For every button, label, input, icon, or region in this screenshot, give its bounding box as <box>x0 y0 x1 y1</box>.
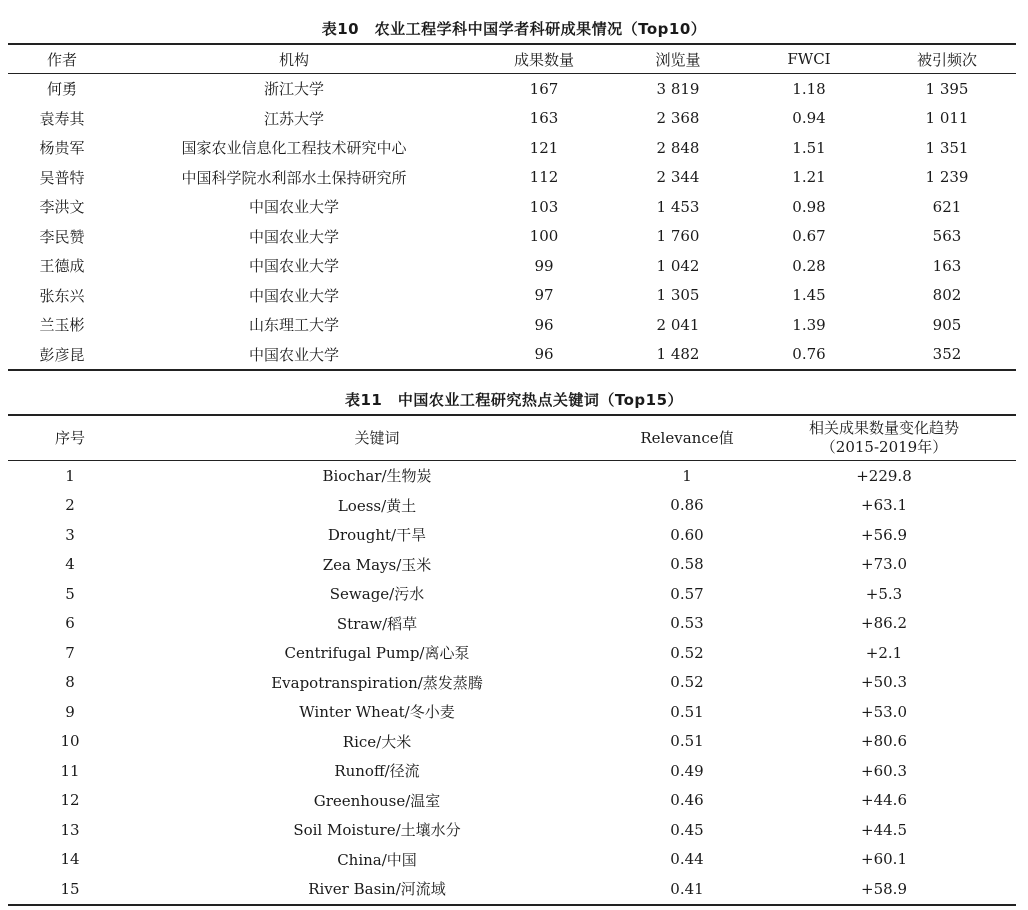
cell-relevance: 0.57 <box>670 584 704 603</box>
header-fwci: FWCI <box>740 44 878 74</box>
cell-author: 吴普特 <box>39 168 85 187</box>
cell-relevance: 0.41 <box>622 874 752 905</box>
table-row <box>8 668 1016 698</box>
table-row <box>8 520 1016 550</box>
table-row <box>8 638 1016 668</box>
cell-views: 3 819 <box>656 79 700 98</box>
cell-output-count: 112 <box>529 168 559 187</box>
cell-output-count: 103 <box>529 197 559 216</box>
cell-trend: +50.3 <box>861 673 907 692</box>
table-row <box>8 845 1016 875</box>
table11-header-row <box>8 415 1016 461</box>
header-trend <box>752 415 1016 461</box>
table-row <box>8 192 1016 222</box>
cell-keyword: China/中国 <box>337 850 417 869</box>
table-row <box>8 756 1016 786</box>
cell-trend: +53.0 <box>861 702 907 721</box>
header-trend-line2: （2015-2019年） <box>820 438 948 456</box>
cell-trend: +73.0 <box>861 555 907 574</box>
table-row <box>8 163 1016 193</box>
cell-trend: +56.9 <box>861 525 907 544</box>
header-keyword: 关键词 <box>132 415 622 461</box>
cell-relevance: 0.51 <box>670 702 704 721</box>
cell-author: 张东兴 <box>39 286 85 305</box>
cell-index: 9 <box>65 702 75 721</box>
cell-trend: +5.3 <box>865 584 903 603</box>
cell-output-count: 121 <box>529 138 559 157</box>
cell-trend: +86.2 <box>861 614 907 633</box>
table-row <box>8 340 1016 371</box>
cell-keyword: Soil Moisture/土壤水分 <box>293 821 461 840</box>
cell-institution: 中国农业大学 <box>116 340 472 371</box>
table-row <box>8 579 1016 609</box>
cell-fwci: 0.67 <box>792 227 826 246</box>
cell-views: 2 041 <box>656 315 700 334</box>
cell-relevance: 0.49 <box>670 761 704 780</box>
table-row <box>8 461 1016 491</box>
cell-citations: 563 <box>932 227 962 246</box>
cell-institution: 浙江大学 <box>263 80 324 99</box>
table-row <box>8 281 1016 311</box>
cell-output-count: 97 <box>534 286 554 305</box>
cell-index: 10 <box>60 732 80 751</box>
table-row <box>8 74 1016 104</box>
cell-author: 兰玉彬 <box>39 316 85 335</box>
cell-relevance: 0.53 <box>670 614 704 633</box>
cell-output-count: 96 <box>472 340 616 371</box>
header-institution: 机构 <box>116 44 472 74</box>
cell-output-count: 96 <box>534 315 554 334</box>
cell-index: 13 <box>60 820 80 839</box>
cell-fwci: 0.94 <box>792 109 826 128</box>
cell-fwci: 1.45 <box>792 286 826 305</box>
cell-output-count: 100 <box>529 227 559 246</box>
cell-index: 12 <box>60 791 80 810</box>
cell-output-count: 163 <box>529 109 559 128</box>
cell-author: 王德成 <box>39 257 85 276</box>
cell-relevance: 0.51 <box>670 732 704 751</box>
cell-fwci: 0.98 <box>792 197 826 216</box>
cell-trend: +44.6 <box>861 791 907 810</box>
cell-author: 李洪文 <box>39 198 85 217</box>
cell-citations: 1 011 <box>925 109 969 128</box>
cell-views: 2 848 <box>656 138 700 157</box>
table-row <box>8 874 1016 905</box>
cell-index: 15 <box>8 874 132 905</box>
cell-institution: 中国农业大学 <box>248 257 339 276</box>
cell-keyword: Winter Wheat/冬小麦 <box>299 703 455 722</box>
table-row <box>8 786 1016 816</box>
cell-views: 2 368 <box>656 109 700 128</box>
cell-relevance: 0.52 <box>670 643 704 662</box>
cell-keyword: Drought/干旱 <box>327 526 427 545</box>
cell-keyword: Straw/稻草 <box>336 614 418 633</box>
cell-views: 2 344 <box>656 168 700 187</box>
header-citations: 被引频次 <box>878 44 1016 74</box>
cell-relevance: 1 <box>682 466 692 485</box>
cell-trend: +63.1 <box>861 496 907 515</box>
cell-relevance: 0.52 <box>670 673 704 692</box>
cell-trend: +60.3 <box>861 761 907 780</box>
cell-author: 李民赞 <box>39 227 85 246</box>
table-row <box>8 727 1016 757</box>
cell-trend: +80.6 <box>861 732 907 751</box>
cell-trend: +2.1 <box>865 643 903 662</box>
cell-index: 8 <box>65 673 75 692</box>
cell-index: 4 <box>65 555 75 574</box>
cell-keyword: Centrifugal Pump/离心泵 <box>284 644 470 663</box>
cell-institution: 中国科学院水利部水土保持研究所 <box>181 168 407 187</box>
cell-keyword: Sewage/污水 <box>329 585 425 604</box>
cell-relevance: 0.86 <box>670 496 704 515</box>
cell-index: 7 <box>65 643 75 662</box>
cell-views: 1 042 <box>656 256 700 275</box>
table-row <box>8 609 1016 639</box>
cell-trend: +58.9 <box>752 874 1016 905</box>
cell-institution: 江苏大学 <box>263 109 324 128</box>
cell-author: 何勇 <box>46 80 77 99</box>
cell-keyword: Biochar/生物炭 <box>322 467 432 486</box>
cell-trend: +44.5 <box>861 820 907 839</box>
cell-trend: +60.1 <box>861 850 907 869</box>
cell-relevance: 0.46 <box>670 791 704 810</box>
cell-fwci: 0.76 <box>740 340 878 371</box>
cell-trend: +229.8 <box>856 466 912 485</box>
cell-institution: 山东理工大学 <box>248 316 339 335</box>
cell-index: 5 <box>65 584 75 603</box>
cell-keyword: Runoff/径流 <box>334 762 420 781</box>
cell-citations: 1 395 <box>925 79 969 98</box>
cell-views: 1 453 <box>656 197 700 216</box>
cell-author: 袁寿其 <box>39 109 85 128</box>
cell-views: 1 760 <box>656 227 700 246</box>
cell-fwci: 1.21 <box>792 168 826 187</box>
table-row <box>8 310 1016 340</box>
cell-index: 11 <box>60 761 80 780</box>
cell-fwci: 1.18 <box>792 79 826 98</box>
cell-index: 1 <box>65 466 75 485</box>
cell-relevance: 0.45 <box>670 820 704 839</box>
table10-header-row <box>8 44 1016 74</box>
cell-institution: 中国农业大学 <box>248 227 339 246</box>
table-row <box>8 815 1016 845</box>
cell-author: 杨贵军 <box>39 139 85 158</box>
cell-citations: 352 <box>878 340 1016 371</box>
cell-author: 彭彦昆 <box>8 340 116 371</box>
table-row <box>8 251 1016 281</box>
cell-output-count: 167 <box>529 79 559 98</box>
cell-fwci: 1.51 <box>792 138 826 157</box>
cell-relevance: 0.58 <box>670 555 704 574</box>
cell-citations: 1 239 <box>925 168 969 187</box>
cell-relevance: 0.44 <box>670 850 704 869</box>
cell-institution: 中国农业大学 <box>248 198 339 217</box>
header-relevance: Relevance值 <box>622 415 752 461</box>
table-row <box>8 133 1016 163</box>
cell-citations: 163 <box>932 256 962 275</box>
table11 <box>8 414 1016 906</box>
cell-views: 1 482 <box>616 340 740 371</box>
cell-relevance: 0.60 <box>670 525 704 544</box>
cell-keyword: Evapotranspiration/蒸发蒸腾 <box>271 673 483 692</box>
cell-citations: 802 <box>932 286 962 305</box>
header-trend-line1: 相关成果数量变化趋势 <box>808 419 959 437</box>
cell-index: 3 <box>65 525 75 544</box>
header-index: 序号 <box>8 415 132 461</box>
header-output-count: 成果数量 <box>472 44 616 74</box>
cell-keyword: Loess/黄土 <box>337 496 417 515</box>
cell-keyword: Rice/大米 <box>342 732 412 751</box>
cell-index: 14 <box>60 850 80 869</box>
cell-institution: 国家农业信息化工程技术研究中心 <box>181 139 407 158</box>
cell-output-count: 99 <box>534 256 554 275</box>
cell-index: 2 <box>65 496 75 515</box>
cell-keyword: River Basin/河流域 <box>132 874 622 905</box>
table-row <box>8 550 1016 580</box>
cell-index: 6 <box>65 614 75 633</box>
cell-keyword: Zea Mays/玉米 <box>322 555 432 574</box>
table10 <box>8 43 1016 371</box>
cell-institution: 中国农业大学 <box>248 286 339 305</box>
cell-citations: 905 <box>932 315 962 334</box>
table-row <box>8 222 1016 252</box>
cell-citations: 1 351 <box>925 138 969 157</box>
table-row <box>8 104 1016 134</box>
table10-caption: 表10 农业工程学科中国学者科研成果情况（Top10） <box>321 20 707 38</box>
cell-citations: 621 <box>932 197 962 216</box>
cell-fwci: 0.28 <box>792 256 826 275</box>
table-row <box>8 491 1016 521</box>
table11-caption: 表11 中国农业工程研究热点关键词（Top15） <box>344 391 684 409</box>
header-views: 浏览量 <box>616 44 740 74</box>
cell-fwci: 1.39 <box>792 315 826 334</box>
header-author: 作者 <box>8 44 116 74</box>
cell-keyword: Greenhouse/温室 <box>313 791 441 810</box>
table-row <box>8 697 1016 727</box>
cell-views: 1 305 <box>656 286 700 305</box>
